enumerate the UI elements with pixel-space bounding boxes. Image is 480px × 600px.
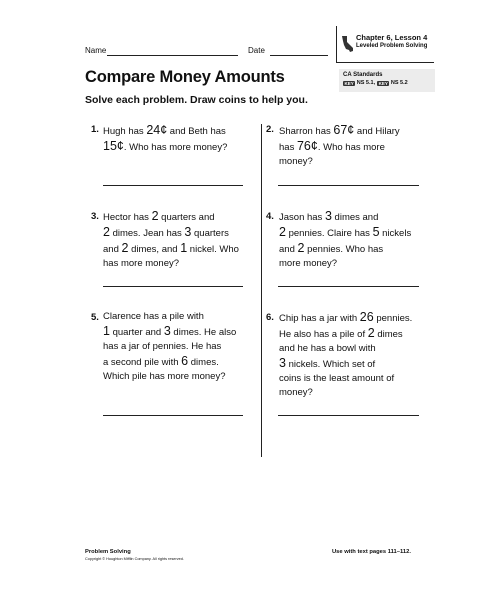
problem-line bbox=[279, 372, 412, 386]
problem-number-value: 1 bbox=[180, 241, 188, 255]
problem-number-value: 26 bbox=[359, 310, 374, 324]
answer-line[interactable] bbox=[278, 415, 419, 416]
problem-text-segment: dimes, and bbox=[128, 244, 181, 255]
problem-text bbox=[103, 123, 227, 155]
answer-line[interactable] bbox=[103, 185, 243, 186]
footer-page-reference: Use with text pages 111–112. bbox=[332, 549, 411, 555]
problem-line bbox=[279, 386, 412, 400]
key-badge: KEY bbox=[344, 80, 354, 86]
problem-line bbox=[279, 342, 412, 356]
instructions: Solve each problem. Draw coins to help you. bbox=[85, 94, 308, 106]
answer-line[interactable] bbox=[103, 415, 243, 416]
problem-line bbox=[103, 324, 236, 340]
problem-line bbox=[103, 310, 236, 324]
problem-text bbox=[279, 310, 412, 400]
problem-number: 6. bbox=[266, 312, 274, 323]
problem-line bbox=[279, 241, 411, 257]
date-answer-line[interactable] bbox=[270, 55, 328, 56]
problem-number-value: 6 bbox=[181, 354, 189, 368]
standards-list: KEY NS 5.1 , KEY NS 5.2 bbox=[344, 80, 408, 86]
problem-line bbox=[103, 257, 239, 271]
problem-number-value: 5 bbox=[372, 225, 380, 239]
problem-text-segment: dimes. He also bbox=[170, 327, 237, 338]
problem-number-value: 67¢ bbox=[333, 123, 355, 137]
problem-number: 2. bbox=[266, 124, 274, 135]
problem-line bbox=[279, 257, 411, 271]
problem-text-segment: quarter and bbox=[109, 327, 164, 338]
problem-text-segment: and bbox=[279, 244, 298, 255]
problem-number-value: 15¢ bbox=[103, 139, 124, 153]
key-badge: KEY bbox=[378, 80, 388, 86]
problem-text-segment: has bbox=[279, 142, 297, 153]
name-label: Name bbox=[85, 46, 107, 55]
problem-text-segment: Sharron has bbox=[279, 126, 334, 137]
problem-line bbox=[279, 123, 400, 139]
problem-text-segment: a second pile with bbox=[103, 357, 182, 368]
problem-number: 1. bbox=[91, 124, 99, 135]
problem-number-value: 1 bbox=[103, 324, 110, 338]
problem-text-segment: He also has a pile of bbox=[279, 329, 368, 340]
answer-line[interactable] bbox=[278, 185, 419, 186]
problem-line bbox=[279, 225, 411, 241]
problem-text-segment: pennies. Who has bbox=[304, 244, 384, 255]
problem-number-value: 24¢ bbox=[146, 123, 168, 137]
problem-text-segment: Which pile has more money? bbox=[103, 371, 226, 382]
copyright-notice: Copyright © Houghton Mifflin Company. All rights reserved. bbox=[85, 557, 184, 561]
problem-line bbox=[103, 354, 236, 370]
problem-line bbox=[103, 340, 236, 354]
problem-number-value: 2 bbox=[297, 241, 305, 255]
problem-text-segment: more money? bbox=[279, 258, 338, 269]
problem-text-segment: and he has a bowl with bbox=[279, 343, 376, 354]
problem-text-segment: . Who has more money? bbox=[123, 142, 228, 153]
problem-text bbox=[279, 209, 411, 271]
problem-line bbox=[279, 326, 412, 342]
problem-text-segment: nickel. Who bbox=[187, 244, 239, 255]
problem-number-value: 76¢ bbox=[296, 139, 318, 153]
problem-line bbox=[103, 209, 239, 225]
problem-number-value: 2 bbox=[103, 225, 110, 239]
problem-text-segment: has a jar of pennies. He has bbox=[103, 341, 222, 352]
problem-number-value: 2 bbox=[151, 209, 159, 223]
problem-text-segment: pennies. Claire has bbox=[285, 228, 373, 239]
problem-text-segment: Hector has bbox=[103, 212, 152, 223]
date-label: Date bbox=[248, 46, 265, 55]
problem-text-segment: nickels. Which set of bbox=[285, 359, 376, 370]
leveled-problem-solving: Leveled Problem Solving bbox=[356, 43, 428, 49]
problem-text-segment: money? bbox=[279, 387, 313, 398]
problem-number: 5. bbox=[91, 312, 99, 323]
problem-number: 3. bbox=[91, 211, 99, 222]
problem-text-segment: dimes bbox=[374, 329, 403, 340]
problem-text bbox=[279, 123, 400, 169]
problem-text-segment: and Hilary bbox=[354, 126, 400, 137]
problem-text bbox=[103, 310, 236, 384]
header-divider-horizontal bbox=[336, 62, 434, 63]
problem-text-segment: and bbox=[103, 244, 122, 255]
problem-line bbox=[103, 225, 239, 241]
problem-number-value: 2 bbox=[367, 326, 375, 340]
problem-text-segment: dimes. Jean has bbox=[109, 228, 185, 239]
problem-text-segment: Chip has a jar with bbox=[279, 313, 360, 324]
problem-text-segment: dimes and bbox=[331, 212, 379, 223]
answer-line[interactable] bbox=[278, 286, 419, 287]
problem-text-segment: quarters bbox=[191, 228, 229, 239]
problem-line bbox=[279, 209, 411, 225]
problem-number-value: 3 bbox=[184, 225, 192, 239]
problem-line bbox=[103, 241, 239, 257]
standard-item: NS 5.2 bbox=[390, 80, 408, 86]
problem-number: 4. bbox=[266, 211, 274, 222]
problem-number-value: 2 bbox=[279, 225, 286, 239]
problem-line bbox=[103, 370, 236, 384]
problem-line bbox=[279, 139, 400, 155]
problem-text-segment: nickels bbox=[379, 228, 412, 239]
standard-item: NS 5.1 bbox=[356, 80, 374, 86]
problem-text bbox=[103, 209, 239, 271]
answer-line[interactable] bbox=[103, 286, 243, 287]
problem-text-segment: quarters and bbox=[158, 212, 215, 223]
problem-line bbox=[103, 123, 227, 139]
footer-section-label: Problem Solving bbox=[85, 549, 131, 555]
problem-line bbox=[279, 310, 412, 326]
problem-text-segment: and Beth has bbox=[167, 126, 226, 137]
column-divider bbox=[261, 124, 262, 457]
problem-line bbox=[279, 356, 412, 372]
header-divider-vertical bbox=[336, 26, 337, 62]
problem-number-value: 3 bbox=[324, 209, 332, 223]
problem-text-segment: . Who has more bbox=[317, 142, 385, 153]
problem-number-value: 3 bbox=[163, 324, 171, 338]
page-title: Compare Money Amounts bbox=[85, 68, 285, 86]
problem-text-segment: Clarence has a pile with bbox=[103, 311, 204, 322]
california-state-icon bbox=[341, 35, 355, 53]
problem-text-segment: dimes. bbox=[188, 357, 219, 368]
problem-line bbox=[103, 139, 227, 155]
chapter-lesson: Chapter 6, Lesson 4 bbox=[356, 33, 428, 42]
problem-text-segment: pennies. bbox=[373, 313, 413, 324]
problem-line bbox=[279, 155, 400, 169]
standards-title: CA Standards bbox=[343, 72, 383, 78]
name-answer-line[interactable] bbox=[107, 55, 238, 56]
problem-text-segment: Hugh has bbox=[103, 126, 147, 137]
problem-number-value: 3 bbox=[279, 356, 286, 370]
problem-text-segment: Jason has bbox=[279, 212, 325, 223]
problem-text-segment: has more money? bbox=[103, 258, 180, 269]
problem-text-segment: coins is the least amount of bbox=[279, 373, 395, 384]
problem-number-value: 2 bbox=[121, 241, 129, 255]
problem-text-segment: money? bbox=[279, 156, 313, 167]
